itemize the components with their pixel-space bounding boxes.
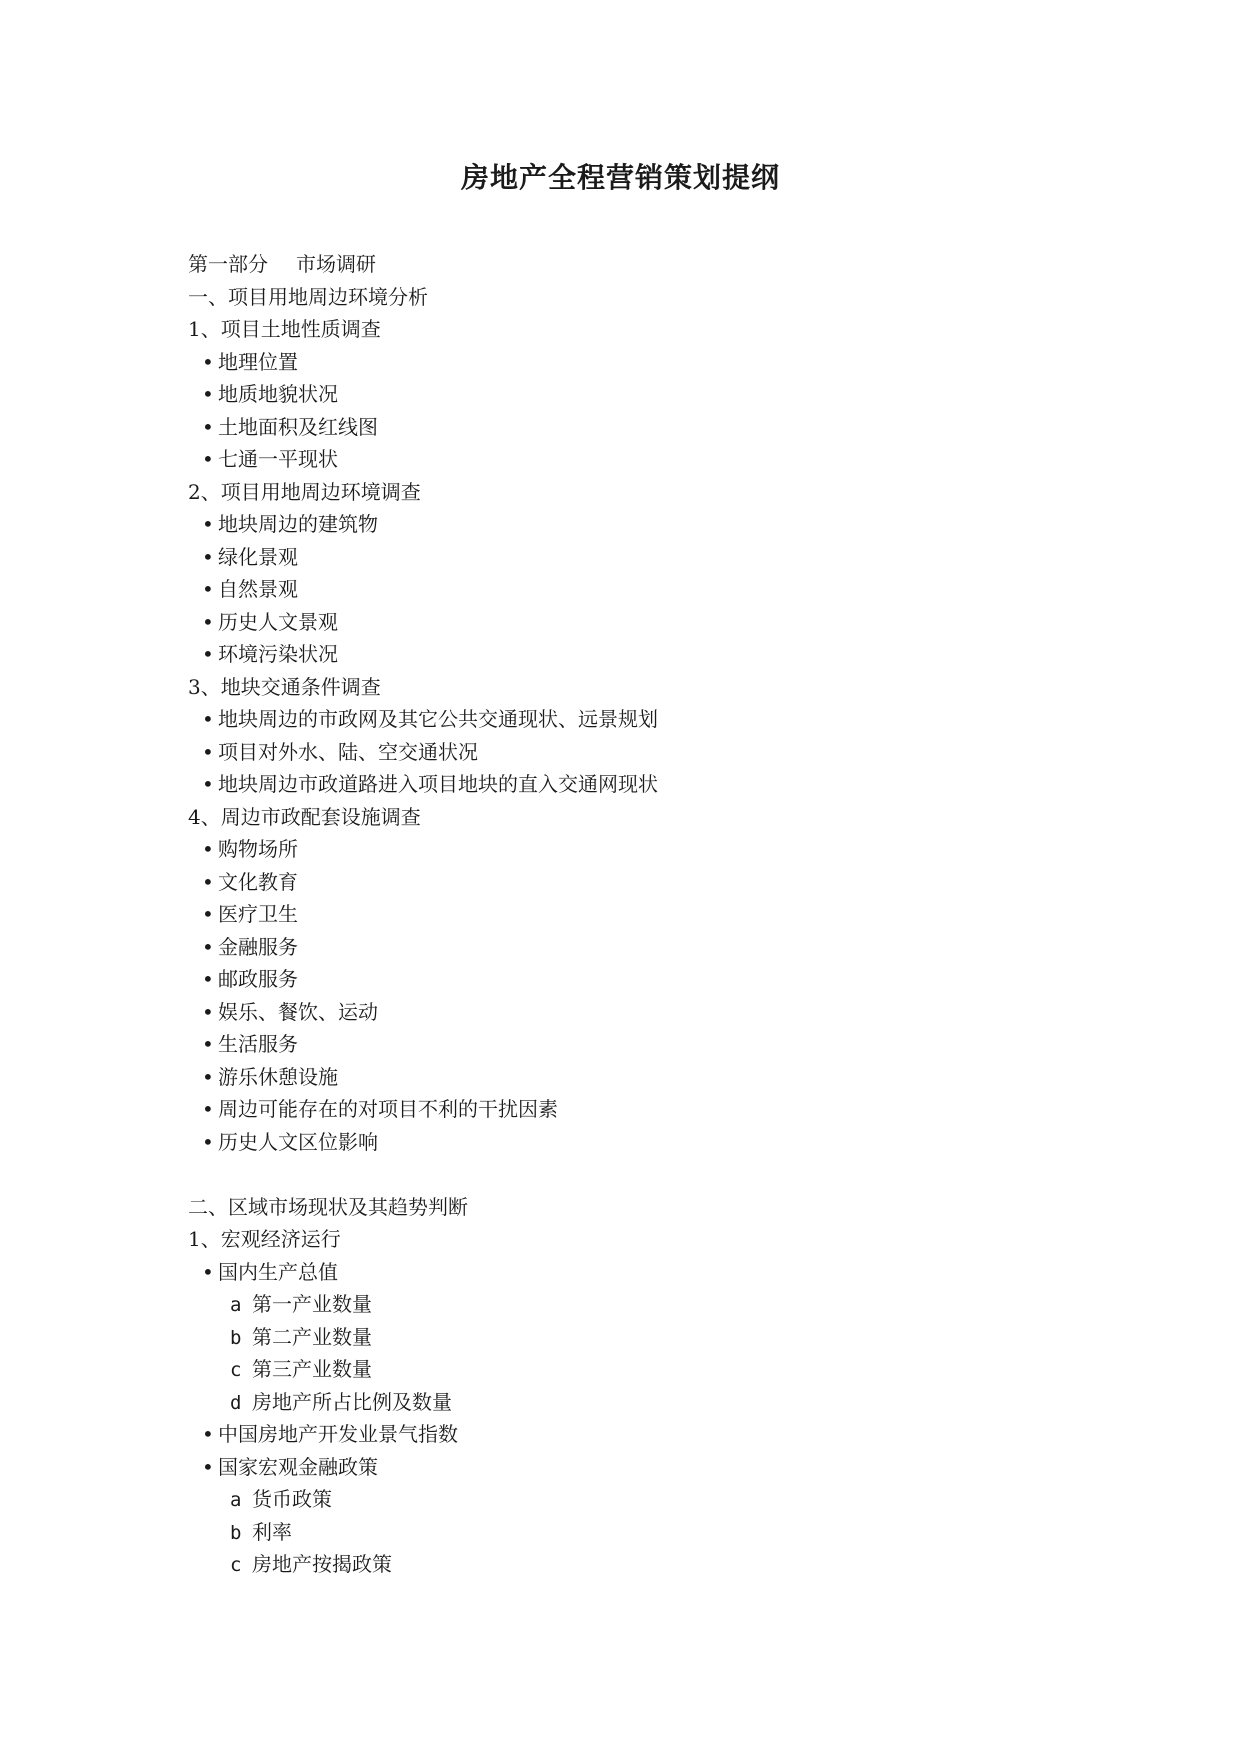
list-item bbox=[188, 411, 1088, 444]
list-item-text: 地块周边的建筑物 bbox=[218, 512, 378, 536]
list-item-text: 历史人文景观 bbox=[218, 609, 338, 634]
list-item-text: 自然景观 bbox=[218, 577, 298, 601]
list-item bbox=[188, 996, 1088, 1029]
list-item-text: 文化教育 bbox=[218, 869, 298, 894]
bullet-icon: • bbox=[202, 869, 214, 894]
list-item bbox=[188, 1028, 1088, 1061]
part-heading bbox=[188, 248, 1088, 281]
sub-list-letter: d bbox=[230, 1391, 242, 1414]
bullet-icon: • bbox=[202, 609, 214, 634]
part-name: 市场调研 bbox=[296, 252, 376, 276]
list-item-text: 国内生产总值 bbox=[218, 1259, 338, 1284]
section-heading: 一、项目用地周边环境分析 bbox=[188, 284, 428, 309]
list-item bbox=[188, 703, 1088, 736]
section1-groups bbox=[188, 313, 1088, 1158]
bullet-icon: • bbox=[202, 447, 214, 471]
sub-list-text: 第一产业数量 bbox=[252, 1292, 372, 1316]
list-item-text: 地理位置 bbox=[218, 349, 298, 374]
sub-list-item bbox=[188, 1288, 1088, 1321]
bullet-icon: • bbox=[202, 349, 214, 374]
list-item-text: 购物场所 bbox=[218, 837, 298, 861]
sub-list-text: 房地产所占比例及数量 bbox=[252, 1389, 452, 1414]
list-item bbox=[188, 638, 1088, 671]
sub-list-item bbox=[188, 1321, 1088, 1354]
sub-list-letter: c bbox=[230, 1554, 242, 1576]
part-label: 第一部分 bbox=[188, 252, 268, 276]
list-item-text: 历史人文区位影响 bbox=[218, 1129, 378, 1154]
bullet-icon: • bbox=[202, 1259, 214, 1284]
document-title: 房地产全程营销策划提纲 bbox=[460, 161, 780, 194]
list-item-text: 金融服务 bbox=[218, 934, 298, 959]
bullet-icon: • bbox=[202, 1064, 214, 1089]
bullet-icon: • bbox=[202, 1097, 214, 1121]
section2-items bbox=[188, 1256, 1088, 1581]
bullet-icon: • bbox=[202, 512, 214, 536]
list-item-text: 绿化景观 bbox=[218, 544, 298, 569]
list-item-text: 地块周边市政道路进入项目地块的直入交通网现状 bbox=[218, 772, 658, 796]
sub-list-letter: a bbox=[230, 1489, 242, 1511]
bullet-icon: • bbox=[202, 1129, 214, 1154]
bullet-icon: • bbox=[202, 577, 214, 601]
list-item bbox=[188, 606, 1088, 639]
list-item-text: 周边可能存在的对项目不利的干扰因素 bbox=[218, 1097, 558, 1121]
sub-list-text: 第三产业数量 bbox=[252, 1357, 372, 1381]
list-item bbox=[188, 1256, 1088, 1289]
bullet-icon: • bbox=[202, 1032, 214, 1056]
list-item-text: 国家宏观金融政策 bbox=[218, 1454, 378, 1479]
list-item bbox=[188, 1418, 1088, 1451]
bullet-icon: • bbox=[202, 382, 214, 406]
list-item bbox=[188, 1093, 1088, 1126]
bullet-icon: • bbox=[202, 934, 214, 959]
sub-list-letter: c bbox=[230, 1359, 242, 1381]
sub-list-item bbox=[188, 1353, 1088, 1386]
list-item bbox=[188, 736, 1088, 769]
list-item-text: 环境污染状况 bbox=[218, 642, 338, 666]
bullet-icon: • bbox=[202, 837, 214, 861]
list-item bbox=[188, 931, 1088, 964]
sub-list-text: 房地产按揭政策 bbox=[252, 1552, 392, 1576]
list-item-text: 地块周边的市政网及其它公共交通现状、远景规划 bbox=[218, 707, 658, 731]
sub-list-letter: b bbox=[230, 1326, 242, 1349]
outline bbox=[188, 248, 1088, 1581]
list-item bbox=[188, 541, 1088, 574]
list-item bbox=[188, 443, 1088, 476]
sub-list-item bbox=[188, 1548, 1088, 1581]
bullet-icon: • bbox=[202, 544, 214, 569]
list-item-text: 邮政服务 bbox=[218, 967, 298, 991]
subsection-heading: 1、项目土地性质调查 bbox=[188, 317, 381, 341]
list-item-text: 医疗卫生 bbox=[218, 902, 298, 926]
list-item bbox=[188, 573, 1088, 606]
list-item bbox=[188, 1061, 1088, 1094]
sub-list-text: 第二产业数量 bbox=[252, 1324, 372, 1349]
list-item-text: 娱乐、餐饮、运动 bbox=[218, 999, 378, 1024]
sub-list-text: 货币政策 bbox=[252, 1487, 332, 1511]
bullet-icon: • bbox=[202, 772, 214, 796]
sub-list-item bbox=[188, 1516, 1088, 1549]
list-item-text: 七通一平现状 bbox=[218, 447, 338, 471]
sub-list-text: 利率 bbox=[252, 1519, 292, 1544]
list-item bbox=[188, 833, 1088, 866]
bullet-icon: • bbox=[202, 414, 214, 439]
list-item bbox=[188, 866, 1088, 899]
list-item-text: 项目对外水、陆、空交通状况 bbox=[218, 739, 478, 764]
bullet-icon: • bbox=[202, 999, 214, 1024]
bullet-icon: • bbox=[202, 642, 214, 666]
list-item bbox=[188, 1126, 1088, 1159]
list-item bbox=[188, 346, 1088, 379]
list-item-text: 生活服务 bbox=[218, 1032, 298, 1056]
subsection-heading: 2、项目用地周边环境调查 bbox=[188, 479, 421, 504]
bullet-icon: • bbox=[202, 1454, 214, 1479]
bullet-icon: • bbox=[202, 739, 214, 764]
subsection-heading: 3、地块交通条件调查 bbox=[188, 674, 381, 699]
sub-list-item bbox=[188, 1386, 1088, 1419]
sub-list-letter: a bbox=[230, 1294, 242, 1316]
bullet-icon: • bbox=[202, 1422, 214, 1446]
subsection-heading: 1、宏观经济运行 bbox=[188, 1227, 341, 1251]
sub-list-letter: b bbox=[230, 1521, 242, 1544]
list-item bbox=[188, 963, 1088, 996]
list-item-text: 土地面积及红线图 bbox=[218, 414, 378, 439]
bullet-icon: • bbox=[202, 967, 214, 991]
list-item bbox=[188, 1451, 1088, 1484]
list-item-text: 中国房地产开发业景气指数 bbox=[218, 1422, 458, 1446]
bullet-icon: • bbox=[202, 902, 214, 926]
sub-list-item bbox=[188, 1483, 1088, 1516]
list-item-text: 地质地貌状况 bbox=[218, 382, 338, 406]
list-item bbox=[188, 768, 1088, 801]
bullet-icon: • bbox=[202, 707, 214, 731]
list-item-text: 游乐休憩设施 bbox=[218, 1064, 338, 1089]
list-item bbox=[188, 378, 1088, 411]
section-heading: 二、区域市场现状及其趋势判断 bbox=[188, 1194, 468, 1219]
subsection-heading: 4、周边市政配套设施调查 bbox=[188, 804, 421, 829]
list-item bbox=[188, 508, 1088, 541]
list-item bbox=[188, 898, 1088, 931]
